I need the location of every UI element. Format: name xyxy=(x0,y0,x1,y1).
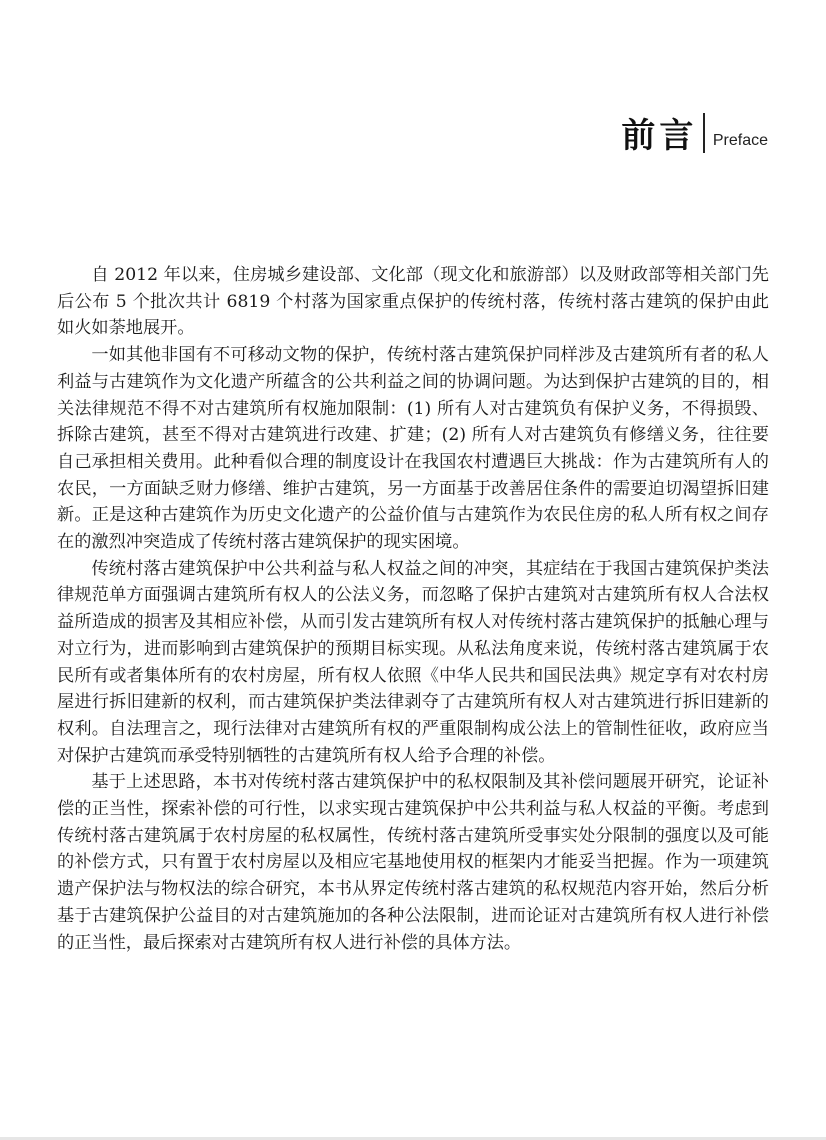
page-header xyxy=(621,108,768,157)
paragraph-4: 基于上述思路，本书对传统村落古建筑保护中的私权限制及其补偿问题展开研究，论证补偿的正当性，探索补偿的可行性，以求实现古建筑保护中公共利益与私人权益的平衡。考虑到传统村落古建筑属于农村房屋的私权属性，传统村落古建筑所受事实处分限制的强度以及可能的补偿方式，只有置于农村房屋以及相应宅基地使用权的框架内才能妥当把握。作为一项建筑遗产保护法与物权法的综合研究，本书从界定传统村落古建筑的私权规范内容开始，然后分析基于古建筑保护公益目的对古建筑施加的各种公法限制，进而论证对古建筑所有权人进行补偿的正当性，最后探索对古建筑所有权人进行补偿的具体方法。 xyxy=(57,772,769,953)
paragraph-2: 一如其他非国有不可移动文物的保护，传统村落古建筑保护同样涉及古建筑所有者的私人利益与古建筑作为文化遗产所蕴含的公共利益之间的协调问题。为达到保护古建筑的目的，相关法律规范不得不对古建筑所有权施加限制：(1) 所有人对古建筑负有保护义务，不得损毁、拆除古建筑，甚至不得对古建筑进行改建、扩建；(2) 所有人对古建筑负有修缮义务，往往要自己承担相关费用。此种看似合理的制度设计在我国农村遭遇巨大挑战：作为古建筑所有人的农民，一方面缺乏财力修缮、维护古建筑，另一方面基于改善居住条件的需要迫切渴望拆旧建新。正是这种古建筑作为历史文化遗产的公益价值与古建筑作为农民住房的私人所有权之间存在的激烈冲突造成了传统村落古建筑保护的现实困境。 xyxy=(57,345,769,553)
paragraph-3: 传统村落古建筑保护中公共利益与私人权益之间的冲突，其症结在于我国古建筑保护类法律规范单方面强调古建筑所有权人的公法义务，而忽略了保护古建筑对古建筑所有权人合法权益所造成的损害及其相应补偿，从而引发古建筑所有权人对传统村落古建筑保护的抵触心理与对立行为，进而影响到古建筑保护的预期目标实现。从私法角度来说，传统村落古建筑属于农民所有或者集体所有的农村房屋，所有权人依照《中华人民共和国民法典》规定享有对农村房屋进行拆旧建新的权利，而古建筑保护类法律剥夺了古建筑所有权人对古建筑进行拆旧建新的权利。自法理言之，现行法律对古建筑所有权的严重限制构成公法上的管制性征收，政府应当对保护古建筑而承受特别牺牲的古建筑所有权人给予合理的补偿。 xyxy=(57,558,769,766)
title-divider xyxy=(703,113,705,153)
paragraph-1: 自 2012 年以来，住房城乡建设部、文化部（现文化和旅游部）以及财政部等相关部门先后公布 5 个批次共计 6819 个村落为国家重点保护的传统村落，传统村落古建筑的保护由此如火如荼地展开。 xyxy=(57,265,769,339)
page-subtitle: Preface xyxy=(712,131,768,149)
page-title: 前言 xyxy=(621,116,698,156)
body-text xyxy=(57,262,769,956)
